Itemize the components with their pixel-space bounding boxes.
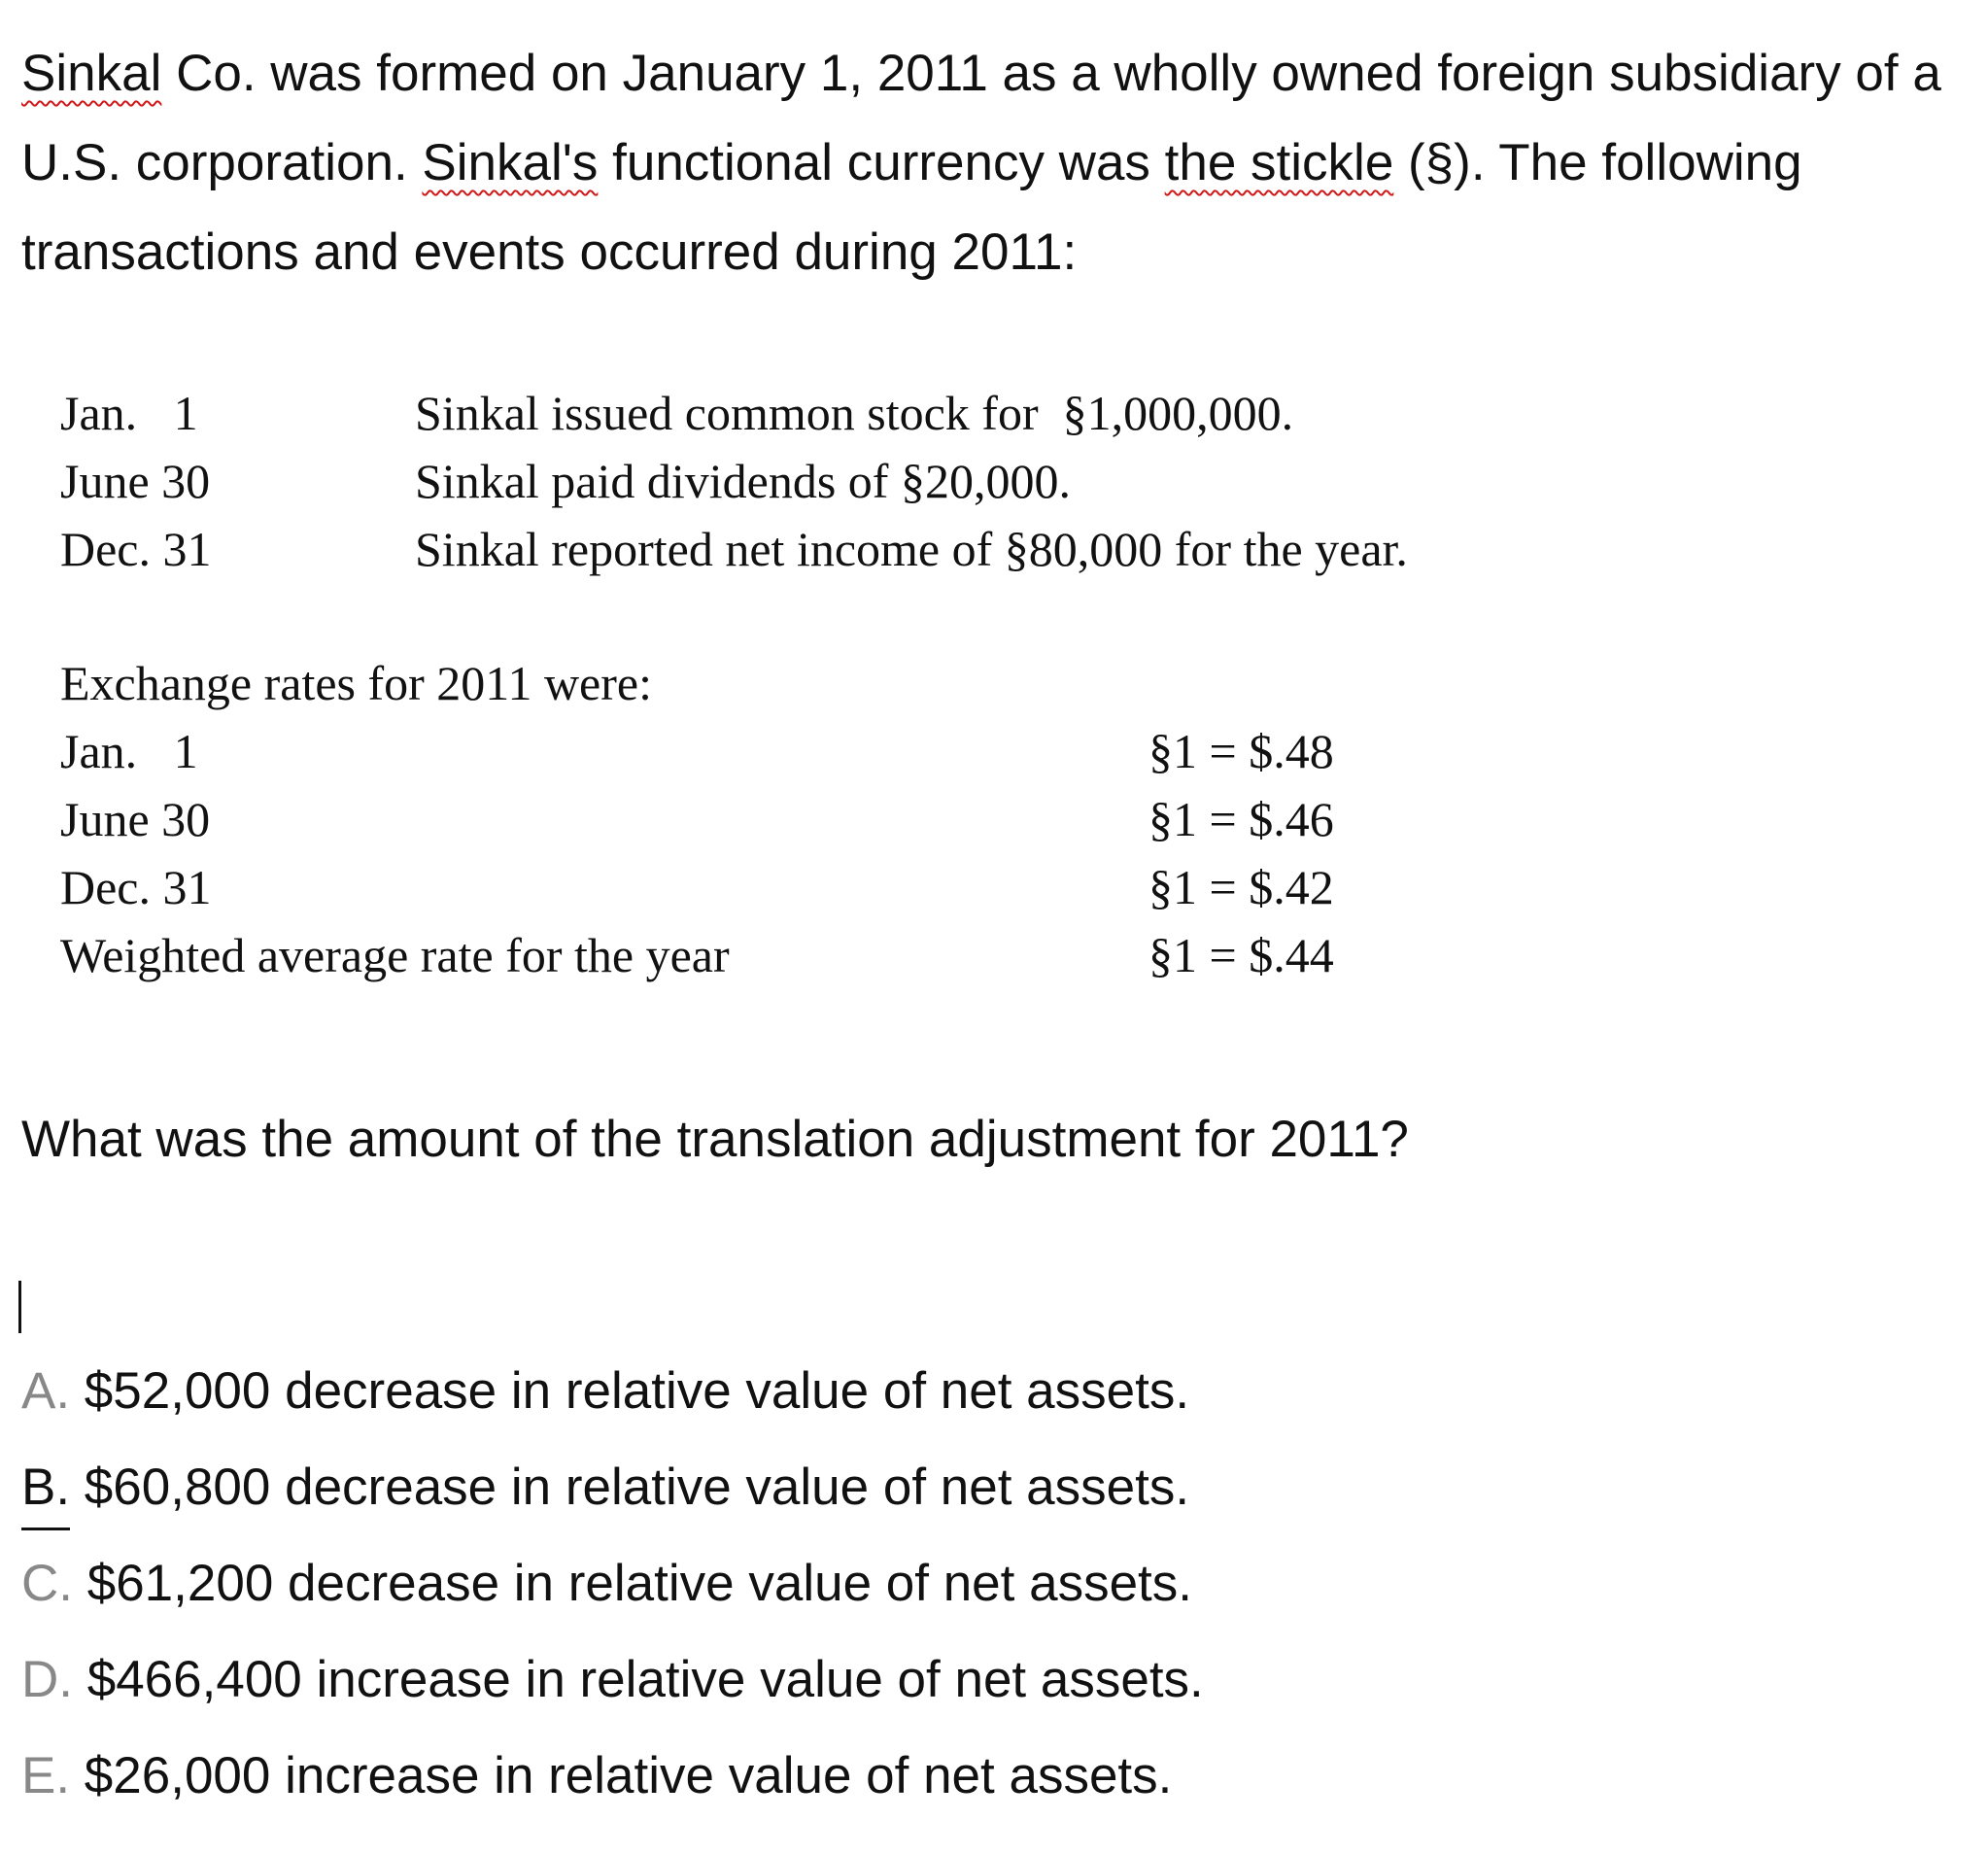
transaction-description: Sinkal paid dividends of §20,000. <box>415 454 1071 508</box>
question-prompt: What was the amount of the translation adjustment for 2011? <box>21 1111 1409 1168</box>
transaction-row <box>60 379 1408 447</box>
answer-options <box>21 1353 1204 1834</box>
stem-text: functional currency was <box>598 134 1165 191</box>
transaction-date: Dec. 31 <box>60 522 212 576</box>
stem-text: (§). The following transactions and events occurred during 2011: <box>21 134 1802 281</box>
stem-text: Co. was formed on January 1, 2011 as a wholly owned foreign subsidiary of a U.S. corporation. <box>21 45 1941 191</box>
transactions-table <box>60 379 1408 583</box>
exchange-rates-heading: Exchange rates for 2011 were: <box>60 656 652 710</box>
rate-date: Weighted average rate for the year <box>60 928 730 982</box>
exchange-rates-table <box>60 649 1334 989</box>
rate-date: June 30 <box>60 792 211 846</box>
option-letter: C. <box>21 1555 73 1612</box>
rate-row <box>60 785 1334 853</box>
rate-value: §1 = $.48 <box>1148 724 1334 778</box>
option-text: $52,000 decrease in relative value of net assets. <box>70 1362 1190 1420</box>
rate-row <box>60 717 1334 785</box>
rate-row <box>60 921 1334 989</box>
answer-option-e[interactable] <box>21 1737 1204 1834</box>
rate-date: Jan. 1 <box>60 724 198 778</box>
transaction-row <box>60 515 1408 583</box>
answer-option-c[interactable] <box>21 1545 1204 1641</box>
answer-option-d[interactable] <box>21 1641 1204 1737</box>
rate-value: §1 = $.44 <box>1148 928 1334 982</box>
transaction-row <box>60 447 1408 515</box>
option-text: $60,800 decrease in relative value of net assets. <box>70 1459 1190 1516</box>
rate-value: §1 = $.46 <box>1148 792 1334 846</box>
rate-row <box>60 853 1334 921</box>
question-stem <box>21 29 1955 297</box>
rate-value: §1 = $.42 <box>1148 860 1334 914</box>
answer-option-a[interactable] <box>21 1353 1204 1449</box>
option-letter: E. <box>21 1747 71 1804</box>
option-text: $26,000 increase in relative value of net assets. <box>70 1747 1173 1804</box>
rate-date: Dec. 31 <box>60 860 212 914</box>
transaction-date: June 30 <box>60 454 211 508</box>
option-letter: A. <box>21 1362 71 1420</box>
spellcheck-word: the stickle <box>1164 134 1394 191</box>
spellcheck-word: Sinkal <box>21 45 162 102</box>
option-text: $466,400 increase in relative value of net assets. <box>73 1651 1204 1708</box>
transaction-description: Sinkal reported net income of §80,000 for the year. <box>415 522 1408 576</box>
option-text: $61,200 decrease in relative value of net assets. <box>73 1555 1192 1612</box>
transaction-date: Jan. 1 <box>60 386 198 440</box>
answer-option-b[interactable] <box>21 1449 1204 1545</box>
text-cursor <box>18 1281 21 1333</box>
option-letter: D. <box>21 1651 73 1708</box>
spellcheck-word: Sinkal's <box>422 134 599 191</box>
transaction-description: Sinkal issued common stock for §1,000,000. <box>415 386 1294 440</box>
option-letter-selected: B. <box>21 1454 70 1530</box>
